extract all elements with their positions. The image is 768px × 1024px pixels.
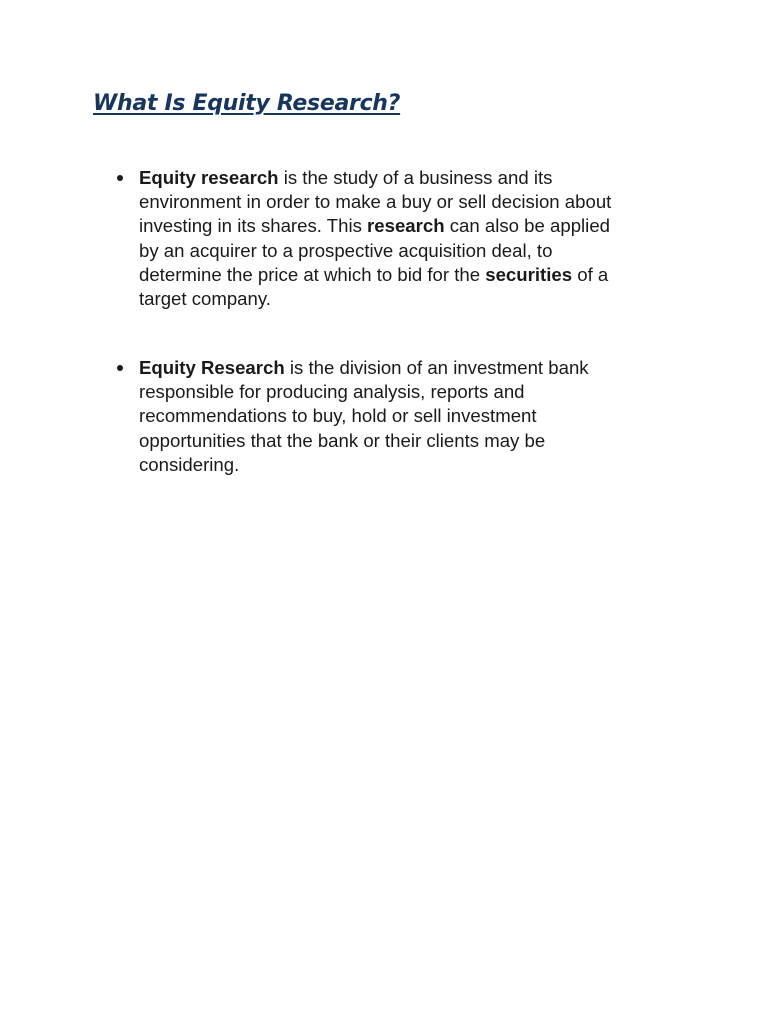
bullet-item-equity-research-definition <box>139 166 679 311</box>
text-line <box>139 380 679 404</box>
bold-term: Equity Research <box>139 357 285 378</box>
line-text: opportunities that the bank or their clients may be <box>139 429 546 451</box>
text-line <box>139 166 679 190</box>
text-line <box>139 263 679 287</box>
text-line <box>139 239 679 263</box>
line-text: recommendations to buy, hold or sell investment <box>139 405 537 427</box>
text-line <box>139 429 679 453</box>
line-text: is the study of a business and its <box>278 167 553 188</box>
line-text: target company. <box>139 288 271 310</box>
line-text: is the division of an investment bank <box>284 357 589 378</box>
text-line <box>139 356 679 380</box>
bullet-item-equity-research-division <box>139 356 679 477</box>
line-text: can also be applied <box>444 215 610 237</box>
line-text: by an acquirer to a prospective acquisition deal, to <box>139 239 553 261</box>
page-title: What Is Equity Research? <box>93 91 401 116</box>
text-line <box>139 287 679 311</box>
bold-term: securities <box>485 263 573 285</box>
line-text: investing in its shares. This <box>139 215 368 237</box>
bullet-icon <box>117 175 123 181</box>
text-line <box>139 453 679 477</box>
bold-term: research <box>367 215 445 237</box>
line-text: responsible for producing analysis, reports and <box>139 381 525 403</box>
line-text: environment in order to make a buy or sell decision about <box>139 191 612 213</box>
bold-term: Equity research <box>139 167 279 188</box>
text-line <box>139 404 679 428</box>
text-line <box>139 214 679 238</box>
bullet-icon <box>117 365 123 371</box>
line-text: considering. <box>139 453 240 475</box>
line-text: determine the price at which to bid for the <box>139 263 486 285</box>
text-line <box>139 190 679 214</box>
line-text: of a <box>572 263 609 285</box>
